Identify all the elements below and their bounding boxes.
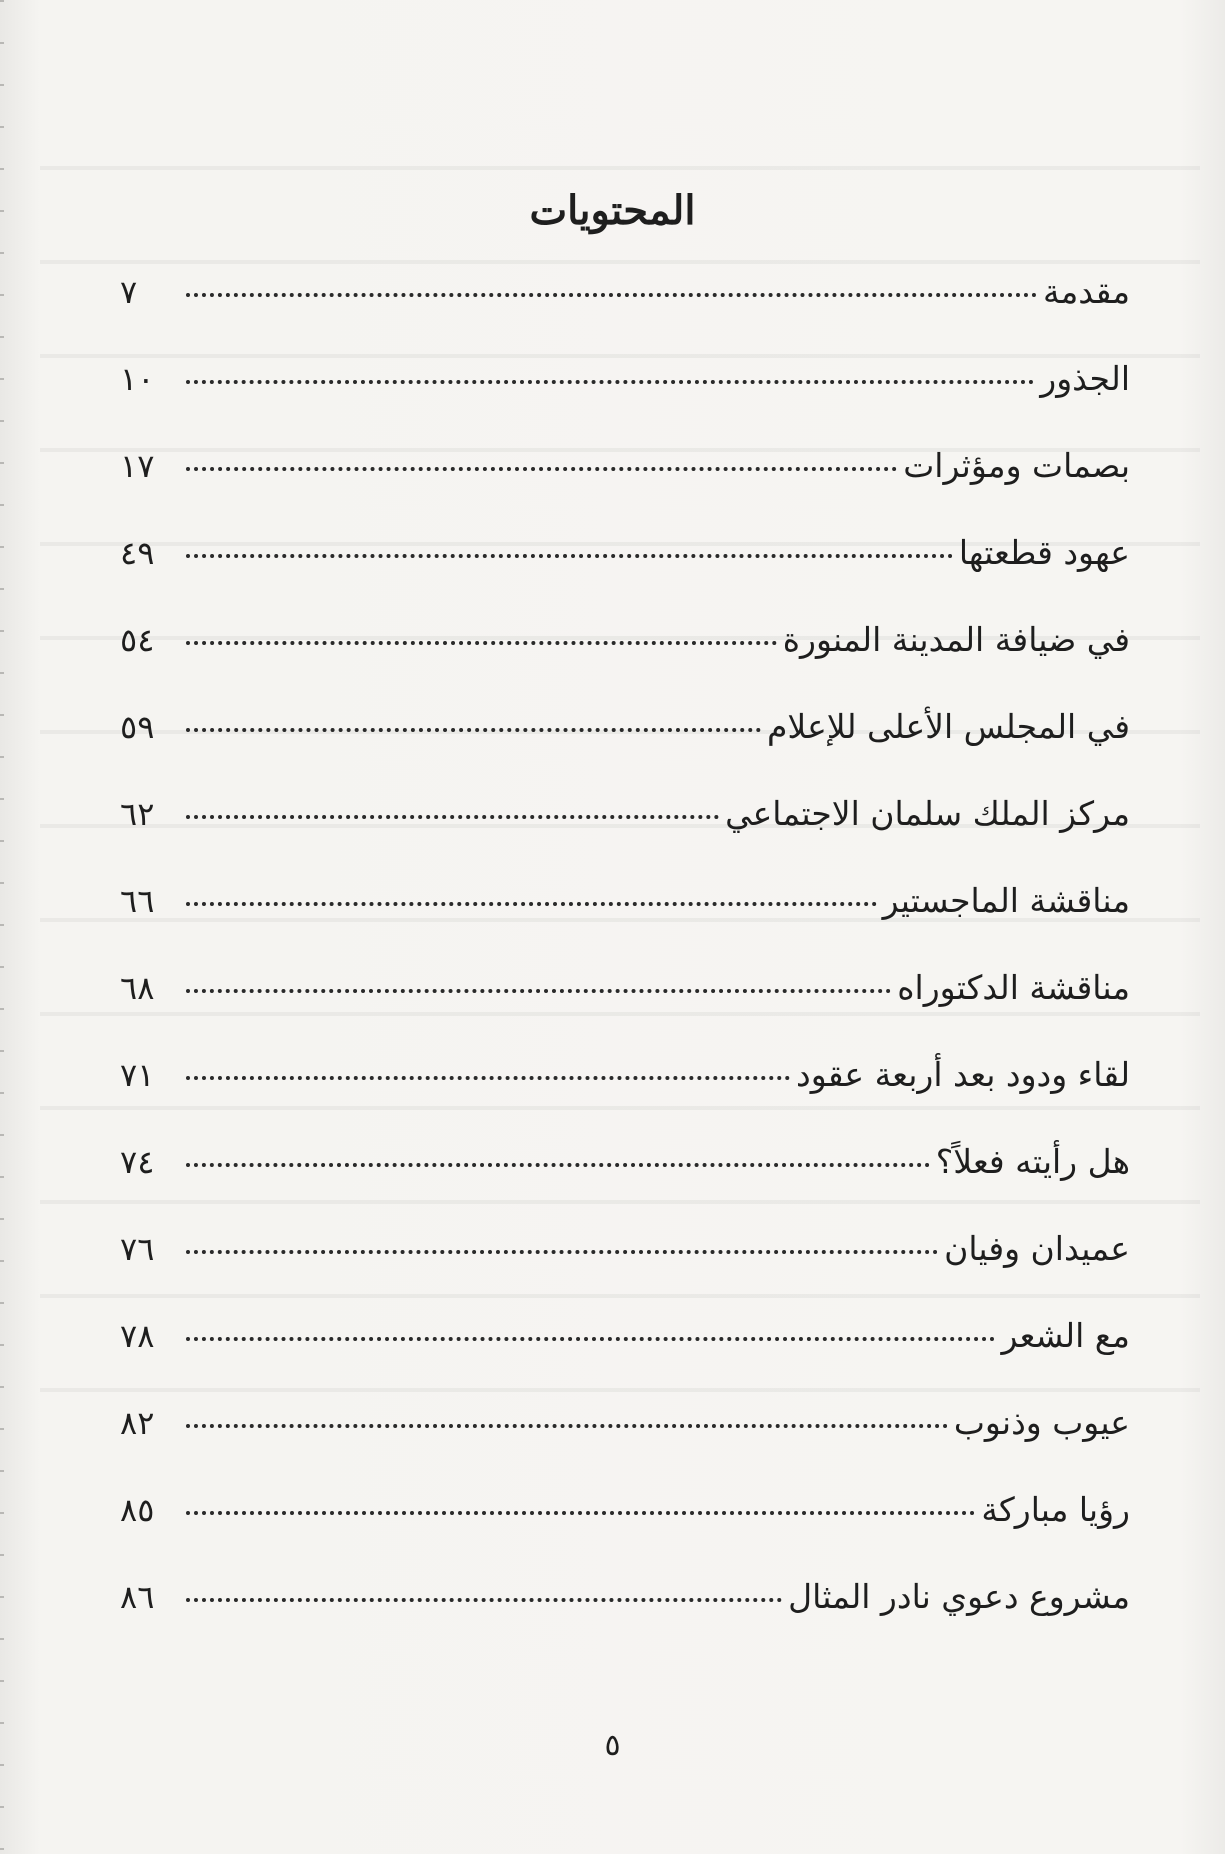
dot-leader bbox=[186, 902, 877, 906]
toc-entry bbox=[120, 272, 1130, 359]
toc-entry-page: ٦٢ bbox=[120, 795, 155, 833]
page-number: ٥ bbox=[604, 1728, 621, 1763]
toc-entry-title: بصمات ومؤثرات bbox=[903, 446, 1130, 485]
toc-entry-page: ١٧ bbox=[120, 447, 155, 485]
toc-entry-title: في المجلس الأعلى للإعلام bbox=[766, 707, 1130, 746]
toc-entry-title: مناقشة الماجستير bbox=[882, 881, 1130, 920]
dot-leader bbox=[186, 989, 891, 993]
toc-entry bbox=[120, 1055, 1130, 1142]
toc-entry-page: ٦٦ bbox=[120, 882, 155, 920]
toc-entry bbox=[120, 620, 1130, 707]
toc-entry-title: مع الشعر bbox=[1001, 1316, 1130, 1355]
toc-entry-title: الجذور bbox=[1040, 359, 1130, 398]
toc-entry bbox=[120, 359, 1130, 446]
page-title: المحتويات bbox=[529, 186, 696, 234]
dot-leader bbox=[186, 1076, 790, 1080]
toc-entry-title: مقدمة bbox=[1042, 272, 1130, 311]
dot-leader bbox=[186, 380, 1034, 384]
toc-entry-page: ٧٨ bbox=[120, 1317, 155, 1355]
toc-entry-page: ٥٩ bbox=[120, 708, 155, 746]
toc-entry bbox=[120, 1403, 1130, 1490]
toc-entry-page: ٨٦ bbox=[120, 1578, 155, 1616]
dot-leader bbox=[186, 728, 761, 732]
toc-entry bbox=[120, 1229, 1130, 1316]
dot-leader bbox=[186, 1598, 782, 1602]
toc-entry-title: عيوب وذنوب bbox=[953, 1403, 1130, 1442]
toc-entry-title: عميدان وفيان bbox=[944, 1229, 1130, 1268]
toc-entry-page: ٥٤ bbox=[120, 621, 155, 659]
toc-entry bbox=[120, 968, 1130, 1055]
toc-entry-page: ٨٥ bbox=[120, 1491, 155, 1529]
toc-entry bbox=[120, 794, 1130, 881]
toc-entry-title: لقاء ودود بعد أربعة عقود bbox=[796, 1055, 1130, 1094]
toc-entry-title: في ضيافة المدينة المنورة bbox=[782, 620, 1130, 659]
toc-entry-title: هل رأيته فعلاً؟ bbox=[935, 1142, 1130, 1181]
toc-entry-page: ٧٤ bbox=[120, 1143, 155, 1181]
dot-leader bbox=[186, 1250, 938, 1254]
dot-leader bbox=[186, 1511, 975, 1515]
toc-entry bbox=[120, 1490, 1130, 1577]
toc-entry bbox=[120, 446, 1130, 533]
toc-entry-page: ٧١ bbox=[120, 1056, 155, 1094]
toc-entry-title: مشروع دعوي نادر المثال bbox=[788, 1577, 1130, 1616]
toc-entry-title: رؤيا مباركة bbox=[981, 1490, 1130, 1529]
dot-leader bbox=[186, 1424, 948, 1428]
toc-entry bbox=[120, 533, 1130, 620]
dot-leader bbox=[186, 1337, 995, 1341]
toc-entry bbox=[120, 1142, 1130, 1229]
toc-entry-page: ٨٢ bbox=[120, 1404, 155, 1442]
toc-entry bbox=[120, 707, 1130, 794]
toc-entry bbox=[120, 1577, 1130, 1664]
toc-entry-page: ٦٨ bbox=[120, 969, 155, 1007]
toc-entry-page: ٧٦ bbox=[120, 1230, 155, 1268]
toc-entry-page: ١٠ bbox=[120, 360, 155, 398]
dot-leader bbox=[186, 554, 953, 558]
toc-entry-title: عهود قطعتها bbox=[958, 533, 1130, 572]
dot-leader bbox=[186, 1163, 930, 1167]
page-edge bbox=[0, 0, 4, 1854]
toc-entry-page: ٤٩ bbox=[120, 534, 155, 572]
toc-entry-title: مناقشة الدكتوراه bbox=[897, 968, 1130, 1007]
toc-entry-title: مركز الملك سلمان الاجتماعي bbox=[725, 794, 1130, 833]
dot-leader bbox=[186, 467, 897, 471]
toc-entry bbox=[120, 881, 1130, 968]
toc-entry-page: ٧ bbox=[120, 273, 138, 311]
dot-leader bbox=[186, 641, 777, 645]
dot-leader bbox=[186, 815, 719, 819]
toc-entry bbox=[120, 1316, 1130, 1403]
table-of-contents bbox=[120, 272, 1130, 1664]
dot-leader bbox=[186, 293, 1037, 297]
